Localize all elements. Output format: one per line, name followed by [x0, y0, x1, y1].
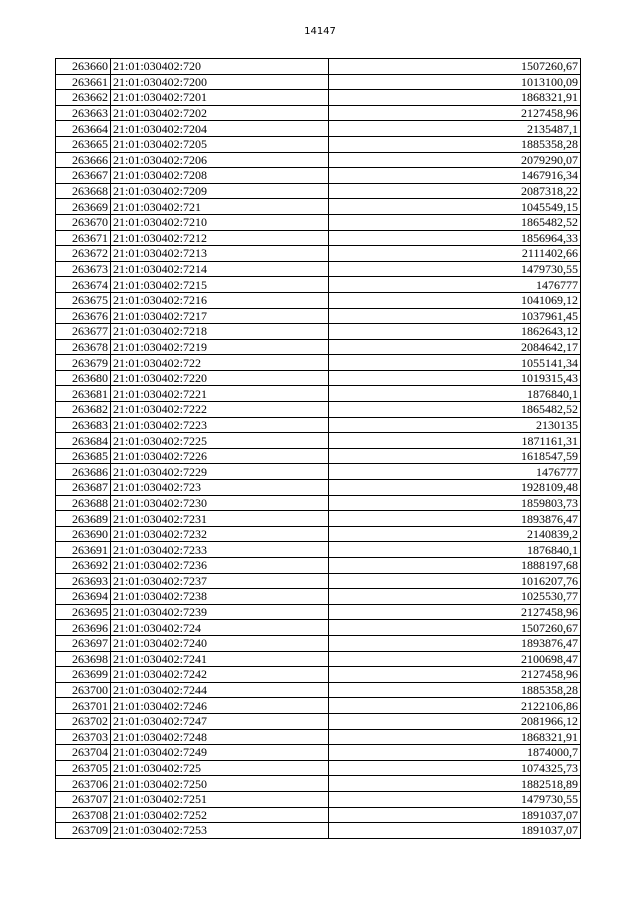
cadastral-number-cell: 21:01:030402:7209: [111, 183, 329, 199]
cadastral-value-cell: 1618547,59: [329, 448, 581, 464]
table-row: [56, 59, 581, 75]
cadastral-value-cell: 1888197,68: [329, 558, 581, 574]
table-row: [56, 277, 581, 293]
cadastral-number-cell: 21:01:030402:7212: [111, 230, 329, 246]
row-number-cell: 263708: [56, 807, 111, 823]
row-number-cell: 263694: [56, 589, 111, 605]
cadastral-value-cell: 1467916,34: [329, 168, 581, 184]
cadastral-value-cell: 1859803,73: [329, 495, 581, 511]
cadastral-value-cell: 1016207,76: [329, 573, 581, 589]
table-row: [56, 682, 581, 698]
cadastral-value-cell: 1045549,15: [329, 199, 581, 215]
table-row: [56, 511, 581, 527]
table-row: [56, 386, 581, 402]
table-row: [56, 230, 581, 246]
row-number-cell: 263682: [56, 402, 111, 418]
table-row: [56, 589, 581, 605]
cadastral-number-cell: 21:01:030402:7222: [111, 402, 329, 418]
cadastral-number-cell: 21:01:030402:7250: [111, 776, 329, 792]
table-row: [56, 90, 581, 106]
table-row: [56, 74, 581, 90]
table-row: [56, 417, 581, 433]
cadastral-value-cell: 1019315,43: [329, 370, 581, 386]
cadastral-value-cell: 2111402,66: [329, 246, 581, 262]
table-row: [56, 292, 581, 308]
cadastral-value-cell: 1891037,07: [329, 807, 581, 823]
cadastral-value-cell: 2087318,22: [329, 183, 581, 199]
cadastral-value-cell: 1865482,52: [329, 214, 581, 230]
cadastral-number-cell: 21:01:030402:7218: [111, 324, 329, 340]
cadastral-number-cell: 21:01:030402:7213: [111, 246, 329, 262]
cadastral-number-cell: 21:01:030402:7225: [111, 433, 329, 449]
cadastral-value-cell: 1856964,33: [329, 230, 581, 246]
row-number-cell: 263702: [56, 713, 111, 729]
cadastral-number-cell: 21:01:030402:720: [111, 59, 329, 75]
row-number-cell: 263663: [56, 105, 111, 121]
table-row: [56, 745, 581, 761]
cadastral-value-cell: 1055141,34: [329, 355, 581, 371]
row-number-cell: 263668: [56, 183, 111, 199]
cadastral-value-cell: 1928109,48: [329, 480, 581, 496]
table-row: [56, 339, 581, 355]
row-number-cell: 263681: [56, 386, 111, 402]
table-row: [56, 667, 581, 683]
cadastral-value-cell: 1862643,12: [329, 324, 581, 340]
row-number-cell: 263672: [56, 246, 111, 262]
row-number-cell: 263671: [56, 230, 111, 246]
row-number-cell: 263692: [56, 558, 111, 574]
cadastral-value-cell: 1893876,47: [329, 635, 581, 651]
row-number-cell: 263673: [56, 261, 111, 277]
cadastral-value-cell: 1507260,67: [329, 620, 581, 636]
table-row: [56, 324, 581, 340]
row-number-cell: 263696: [56, 620, 111, 636]
cadastral-number-cell: 21:01:030402:7241: [111, 651, 329, 667]
row-number-cell: 263704: [56, 745, 111, 761]
row-number-cell: 263690: [56, 526, 111, 542]
table-row: [56, 168, 581, 184]
table-row: [56, 760, 581, 776]
cadastral-value-cell: 2127458,96: [329, 667, 581, 683]
cadastral-number-cell: 21:01:030402:7246: [111, 698, 329, 714]
table-row: [56, 776, 581, 792]
row-number-cell: 263664: [56, 121, 111, 137]
row-number-cell: 263686: [56, 464, 111, 480]
cadastral-number-cell: 21:01:030402:725: [111, 760, 329, 776]
cadastral-number-cell: 21:01:030402:7238: [111, 589, 329, 605]
cadastral-value-cell: 2081966,12: [329, 713, 581, 729]
cadastral-value-cell: 2135487,1: [329, 121, 581, 137]
cadastral-value-cell: 1479730,55: [329, 261, 581, 277]
cadastral-number-cell: 21:01:030402:7201: [111, 90, 329, 106]
cadastral-number-cell: 21:01:030402:724: [111, 620, 329, 636]
cadastral-number-cell: 21:01:030402:722: [111, 355, 329, 371]
row-number-cell: 263687: [56, 480, 111, 496]
cadastral-number-cell: 21:01:030402:7205: [111, 136, 329, 152]
row-number-cell: 263666: [56, 152, 111, 168]
cadastral-value-cell: 2084642,17: [329, 339, 581, 355]
row-number-cell: 263665: [56, 136, 111, 152]
cadastral-value-cell: 2100698,47: [329, 651, 581, 667]
cadastral-value-cell: 1876840,1: [329, 542, 581, 558]
cadastral-number-cell: 21:01:030402:7221: [111, 386, 329, 402]
table-row: [56, 573, 581, 589]
table-row: [56, 261, 581, 277]
row-number-cell: 263661: [56, 74, 111, 90]
row-number-cell: 263680: [56, 370, 111, 386]
cadastral-number-cell: 21:01:030402:7248: [111, 729, 329, 745]
table-row: [56, 308, 581, 324]
cadastral-number-cell: 21:01:030402:7206: [111, 152, 329, 168]
row-number-cell: 263695: [56, 604, 111, 620]
row-number-cell: 263703: [56, 729, 111, 745]
row-number-cell: 263667: [56, 168, 111, 184]
table-row: [56, 464, 581, 480]
cadastral-number-cell: 21:01:030402:7202: [111, 105, 329, 121]
row-number-cell: 263669: [56, 199, 111, 215]
cadastral-value-cell: 1876840,1: [329, 386, 581, 402]
cadastral-value-cell: 1882518,89: [329, 776, 581, 792]
cadastral-number-cell: 21:01:030402:7229: [111, 464, 329, 480]
table-row: [56, 526, 581, 542]
table-row: [56, 495, 581, 511]
page-number: 14147: [304, 26, 336, 37]
table-row: [56, 121, 581, 137]
row-number-cell: 263698: [56, 651, 111, 667]
cadastral-number-cell: 21:01:030402:7242: [111, 667, 329, 683]
table-row: [56, 791, 581, 807]
table-row: [56, 542, 581, 558]
cadastral-value-cell: 1074325,73: [329, 760, 581, 776]
cadastral-number-cell: 21:01:030402:721: [111, 199, 329, 215]
cadastral-value-cell: 1893876,47: [329, 511, 581, 527]
table-row: [56, 558, 581, 574]
cadastral-number-cell: 21:01:030402:7230: [111, 495, 329, 511]
row-number-cell: 263691: [56, 542, 111, 558]
row-number-cell: 263688: [56, 495, 111, 511]
row-number-cell: 263679: [56, 355, 111, 371]
table-row: [56, 355, 581, 371]
cadastral-number-cell: 21:01:030402:7223: [111, 417, 329, 433]
cadastral-value-cell: 2130135: [329, 417, 581, 433]
table-row: [56, 823, 581, 839]
table-row: [56, 152, 581, 168]
row-number-cell: 263678: [56, 339, 111, 355]
cadastral-number-cell: 21:01:030402:7239: [111, 604, 329, 620]
cadastral-number-cell: 21:01:030402:723: [111, 480, 329, 496]
row-number-cell: 263701: [56, 698, 111, 714]
cadastral-number-cell: 21:01:030402:7216: [111, 292, 329, 308]
row-number-cell: 263675: [56, 292, 111, 308]
cadastral-number-cell: 21:01:030402:7252: [111, 807, 329, 823]
table-row: [56, 448, 581, 464]
row-number-cell: 263697: [56, 635, 111, 651]
cadastral-value-cell: 2079290,07: [329, 152, 581, 168]
cadastral-number-cell: 21:01:030402:7247: [111, 713, 329, 729]
cadastral-number-cell: 21:01:030402:7233: [111, 542, 329, 558]
row-number-cell: 263677: [56, 324, 111, 340]
row-number-cell: 263693: [56, 573, 111, 589]
row-number-cell: 263660: [56, 59, 111, 75]
row-number-cell: 263699: [56, 667, 111, 683]
cadastral-number-cell: 21:01:030402:7244: [111, 682, 329, 698]
row-number-cell: 263674: [56, 277, 111, 293]
cadastral-number-cell: 21:01:030402:7219: [111, 339, 329, 355]
table-row: [56, 246, 581, 262]
cadastral-number-cell: 21:01:030402:7232: [111, 526, 329, 542]
table-row: [56, 433, 581, 449]
cadastral-value-cell: 1507260,67: [329, 59, 581, 75]
table-row: [56, 620, 581, 636]
table-row: [56, 635, 581, 651]
cadastral-number-cell: 21:01:030402:7236: [111, 558, 329, 574]
row-number-cell: 263700: [56, 682, 111, 698]
cadastral-value-cell: 1868321,91: [329, 729, 581, 745]
table-row: [56, 105, 581, 121]
cadastral-number-cell: 21:01:030402:7215: [111, 277, 329, 293]
table-row: [56, 214, 581, 230]
table-row: [56, 370, 581, 386]
cadastral-number-cell: 21:01:030402:7237: [111, 573, 329, 589]
cadastral-value-cell: 1891037,07: [329, 823, 581, 839]
row-number-cell: 263670: [56, 214, 111, 230]
cadastral-value-cell: 1476777: [329, 464, 581, 480]
cadastral-value-cell: 1874000,7: [329, 745, 581, 761]
table-row: [56, 136, 581, 152]
cadastral-value-cell: 1041069,12: [329, 292, 581, 308]
cadastral-value-cell: 1476777: [329, 277, 581, 293]
table-body: [56, 59, 581, 839]
cadastral-value-cell: 1871161,31: [329, 433, 581, 449]
table-row: [56, 713, 581, 729]
row-number-cell: 263689: [56, 511, 111, 527]
cadastral-number-cell: 21:01:030402:7253: [111, 823, 329, 839]
cadastral-value-cell: 1013100,09: [329, 74, 581, 90]
cadastral-value-cell: 1865482,52: [329, 402, 581, 418]
row-number-cell: 263705: [56, 760, 111, 776]
table-row: [56, 729, 581, 745]
table-row: [56, 698, 581, 714]
row-number-cell: 263684: [56, 433, 111, 449]
cadastral-value-cell: 1885358,28: [329, 682, 581, 698]
cadastral-value-cell: 1868321,91: [329, 90, 581, 106]
cadastral-number-cell: 21:01:030402:7208: [111, 168, 329, 184]
row-number-cell: 263709: [56, 823, 111, 839]
cadastral-number-cell: 21:01:030402:7200: [111, 74, 329, 90]
cadastral-value-cell: 1037961,45: [329, 308, 581, 324]
cadastral-value-cell: 2127458,96: [329, 105, 581, 121]
row-number-cell: 263683: [56, 417, 111, 433]
cadastral-number-cell: 21:01:030402:7220: [111, 370, 329, 386]
table-row: [56, 199, 581, 215]
cadastral-value-cell: 2122106,86: [329, 698, 581, 714]
cadastral-number-cell: 21:01:030402:7231: [111, 511, 329, 527]
cadastral-value-cell: 1025530,77: [329, 589, 581, 605]
cadastral-number-cell: 21:01:030402:7217: [111, 308, 329, 324]
table-row: [56, 604, 581, 620]
cadastral-value-cell: 2140839,2: [329, 526, 581, 542]
row-number-cell: 263706: [56, 776, 111, 792]
row-number-cell: 263676: [56, 308, 111, 324]
cadastral-number-cell: 21:01:030402:7226: [111, 448, 329, 464]
row-number-cell: 263707: [56, 791, 111, 807]
table-row: [56, 807, 581, 823]
cadastral-value-cell: 1885358,28: [329, 136, 581, 152]
cadastral-number-cell: 21:01:030402:7240: [111, 635, 329, 651]
table-row: [56, 183, 581, 199]
cadastral-number-cell: 21:01:030402:7210: [111, 214, 329, 230]
cadastral-number-cell: 21:01:030402:7249: [111, 745, 329, 761]
row-number-cell: 263662: [56, 90, 111, 106]
table-row: [56, 651, 581, 667]
row-number-cell: 263685: [56, 448, 111, 464]
cadastral-number-cell: 21:01:030402:7204: [111, 121, 329, 137]
cadastral-value-cell: 2127458,96: [329, 604, 581, 620]
cadastral-value-table: [55, 58, 581, 839]
cadastral-number-cell: 21:01:030402:7214: [111, 261, 329, 277]
table-row: [56, 402, 581, 418]
table-row: [56, 480, 581, 496]
cadastral-number-cell: 21:01:030402:7251: [111, 791, 329, 807]
cadastral-value-cell: 1479730,55: [329, 791, 581, 807]
